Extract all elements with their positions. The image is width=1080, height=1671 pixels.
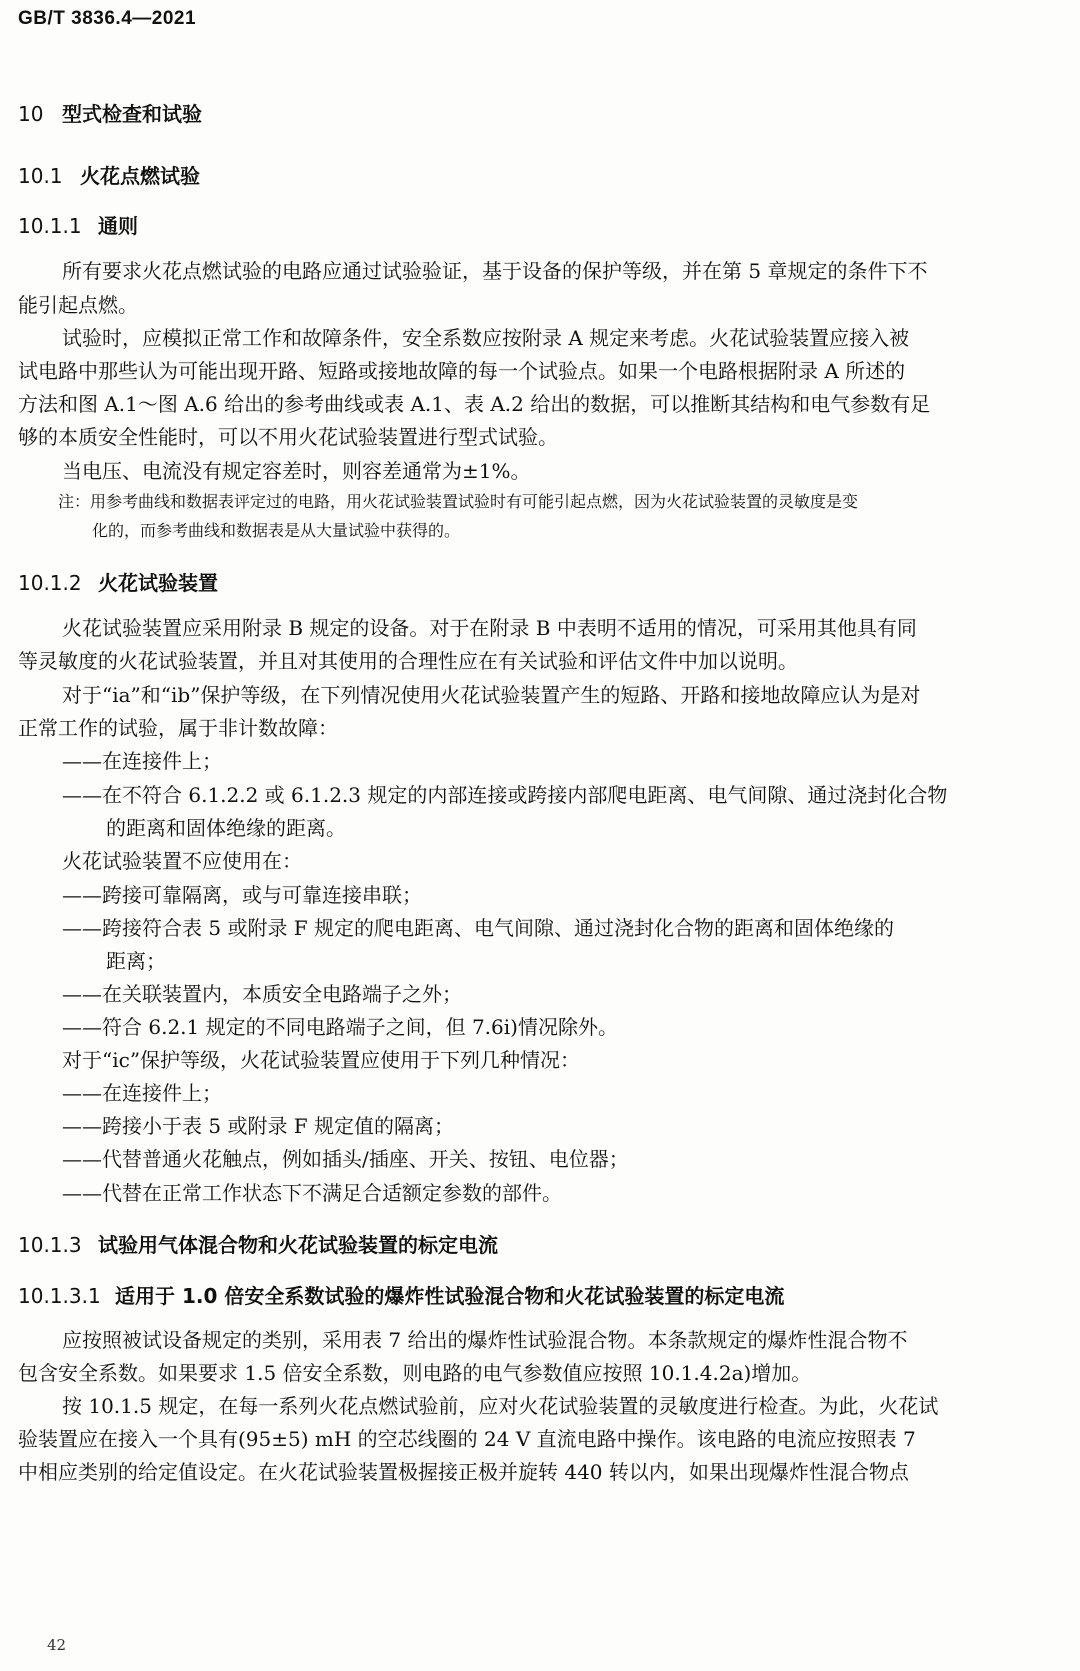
list-item: ——代替在正常工作状态下不满足合适额定参数的部件。 bbox=[62, 1181, 562, 1205]
paragraph-line: 方法和图 A.1～图 A.6 给出的参考曲线或表 A.1、表 A.2 给出的数据，可以推断其结构和电气参数有足 bbox=[18, 392, 931, 416]
list-item: ——符合 6.2.1 规定的不同电路端子之间，但 7.6i)情况除外。 bbox=[62, 1015, 618, 1039]
heading-title: 通则 bbox=[98, 214, 138, 238]
heading-10 bbox=[18, 98, 202, 127]
list-item: ——在关联装置内，本质安全电路端子之外； bbox=[62, 982, 462, 1006]
heading-10-1-3 bbox=[18, 1229, 498, 1258]
note-line: 化的，而参考曲线和数据表是从大量试验中获得的。 bbox=[92, 521, 461, 540]
paragraph-line: 验装置应在接入一个具有(95±5) mH 的空芯线圈的 24 V 直流电路中操作。该电路的电流应按照表 7 bbox=[18, 1427, 916, 1451]
document-header: GB/T 3836.4—2021 bbox=[18, 8, 197, 29]
heading-title: 型式检查和试验 bbox=[62, 102, 202, 126]
list-item: ——在不符合 6.1.2.2 或 6.1.2.3 规定的内部连接或跨接内部爬电距离、电气间隙、通过浇封化合物 bbox=[62, 783, 948, 807]
paragraph-line: 正常工作的试验，属于非计数故障： bbox=[18, 716, 338, 740]
paragraph-line: 中相应类别的给定值设定。在火花试验装置极握接正极并旋转 440 转以内，如果出现爆炸性混合物点 bbox=[18, 1460, 909, 1484]
heading-title: 火花点燃试验 bbox=[80, 164, 200, 188]
paragraph-line: 按 10.1.5 规定，在每一系列火花点燃试验前，应对火花试验装置的灵敏度进行检查。为此，火花试 bbox=[62, 1394, 939, 1418]
list-item: ——跨接符合表 5 或附录 F 规定的爬电距离、电气间隙、通过浇封化合物的距离和固体绝缘的 bbox=[62, 916, 895, 940]
heading-title: 适用于 1.0 倍安全系数试验的爆炸性试验混合物和火花试验装置的标定电流 bbox=[115, 1284, 785, 1308]
paragraph-line: 对于“ia”和“ib”保护等级，在下列情况使用火花试验装置产生的短路、开路和接地故障应认为是对 bbox=[62, 683, 921, 707]
heading-title: 火花试验装置 bbox=[98, 571, 218, 595]
list-item: ——跨接小于表 5 或附录 F 规定值的隔离； bbox=[62, 1114, 455, 1138]
paragraph-line: 能引起点燃。 bbox=[18, 293, 138, 317]
list-item-continuation: 的距离和固体绝缘的距离。 bbox=[106, 816, 346, 840]
paragraph-line: 当电压、电流没有规定容差时，则容差通常为±1%。 bbox=[62, 459, 531, 483]
heading-10-1-2 bbox=[18, 567, 218, 596]
list-item: ——在连接件上； bbox=[62, 1081, 222, 1105]
list-item: ——跨接可靠隔离，或与可靠连接串联； bbox=[62, 883, 422, 907]
heading-number: 10.1.2 bbox=[18, 571, 82, 595]
paragraph-line: 对于“ic”保护等级，火花试验装置应使用于下列几种情况： bbox=[62, 1048, 581, 1072]
paragraph-line: 试验时，应模拟正常工作和故障条件，安全系数应按附录 A 规定来考虑。火花试验装置应接入被 bbox=[62, 326, 910, 350]
heading-number: 10.1.3 bbox=[18, 1233, 82, 1257]
heading-number: 10.1 bbox=[18, 164, 63, 188]
page-number: 42 bbox=[47, 1636, 67, 1654]
list-item: ——在连接件上； bbox=[62, 749, 222, 773]
heading-10-1 bbox=[18, 160, 200, 189]
paragraph-line: 试电路中那些认为可能出现开路、短路或接地故障的每一个试验点。如果一个电路根据附录 A 所述的 bbox=[18, 359, 906, 383]
paragraph-line: 包含安全系数。如果要求 1.5 倍安全系数，则电路的电气参数值应按照 10.1.4.2a)增加。 bbox=[18, 1361, 812, 1385]
paragraph-line: 够的本质安全性能时，可以不用火花试验装置进行型式试验。 bbox=[18, 425, 558, 449]
list-item-continuation: 距离； bbox=[106, 949, 166, 973]
paragraph-line: 应按照被试设备规定的类别，采用表 7 给出的爆炸性试验混合物。本条款规定的爆炸性混合物不 bbox=[62, 1328, 908, 1352]
paragraph-line: 火花试验装置不应使用在： bbox=[62, 849, 302, 873]
list-item: ——代替普通火花触点，例如插头/插座、开关、按钮、电位器； bbox=[62, 1147, 629, 1171]
note-line: 注：用参考曲线和数据表评定过的电路，用火花试验装置试验时有可能引起点燃，因为火花试验装置的灵敏度是变 bbox=[58, 492, 859, 511]
paragraph-line: 所有要求火花点燃试验的电路应通过试验验证，基于设备的保护等级，并在第 5 章规定的条件下不 bbox=[62, 259, 928, 283]
heading-number: 10 bbox=[18, 102, 44, 126]
heading-number: 10.1.1 bbox=[18, 214, 82, 238]
paragraph-line: 等灵敏度的火花试验装置，并且对其使用的合理性应在有关试验和评估文件中加以说明。 bbox=[18, 649, 798, 673]
heading-title: 试验用气体混合物和火花试验装置的标定电流 bbox=[98, 1233, 498, 1257]
paragraph-line: 火花试验装置应采用附录 B 规定的设备。对于在附录 B 中表明不适用的情况，可采用其他具有同 bbox=[62, 616, 917, 640]
heading-10-1-3-1 bbox=[18, 1280, 784, 1309]
heading-number: 10.1.3.1 bbox=[18, 1284, 101, 1308]
heading-10-1-1 bbox=[18, 210, 138, 239]
